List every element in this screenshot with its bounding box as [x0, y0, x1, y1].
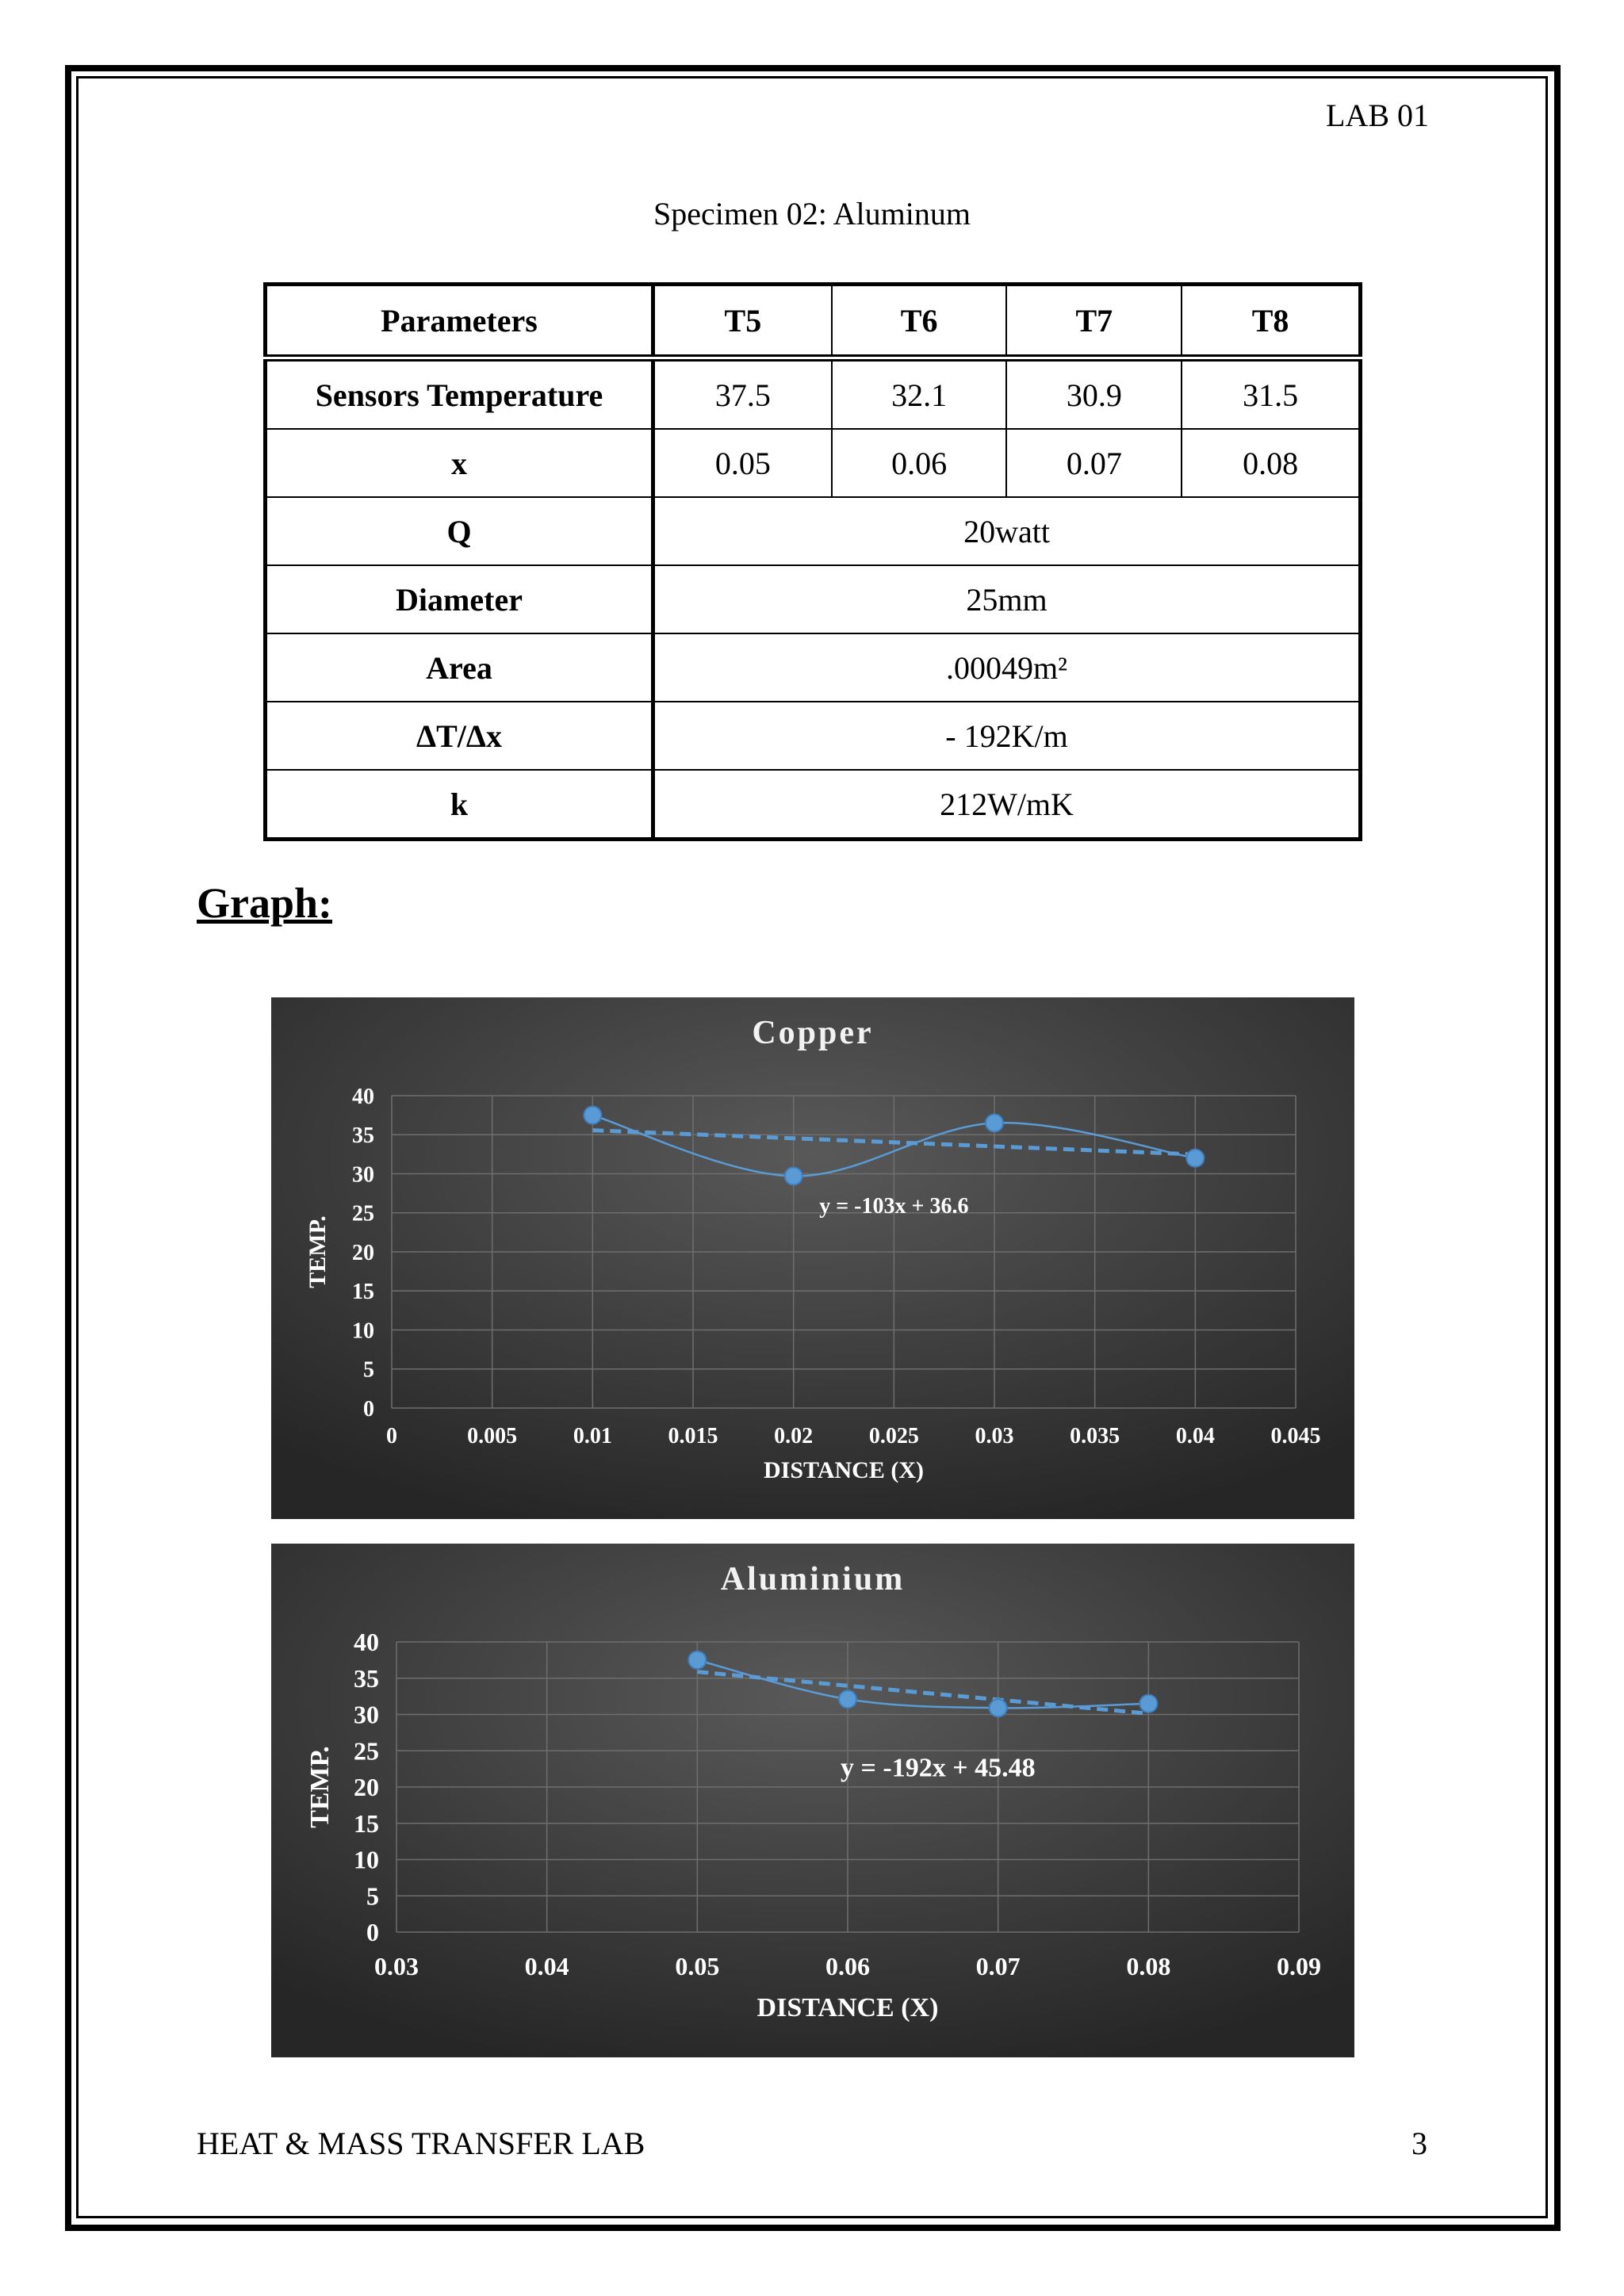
x-tick-label: 0.005 — [467, 1424, 518, 1448]
parameters-table — [263, 282, 1362, 841]
row-label: k — [266, 770, 653, 840]
data-point — [1139, 1695, 1157, 1712]
y-tick-label: 15 — [354, 1808, 379, 1838]
y-tick-label: 25 — [354, 1736, 379, 1766]
table-cell: 31.5 — [1182, 358, 1360, 430]
x-axis-label: DISTANCE (X) — [756, 1993, 939, 2022]
page-number: 3 — [1411, 2126, 1427, 2161]
table-cell: 0.08 — [1182, 429, 1360, 497]
data-point — [839, 1690, 856, 1708]
chart-title: Aluminium — [720, 1561, 906, 1598]
x-tick-label: 0.01 — [573, 1424, 612, 1448]
header-cell: T6 — [832, 285, 1007, 358]
x-tick-label: 0.08 — [1126, 1952, 1171, 1980]
table-row — [266, 497, 1361, 565]
data-point — [688, 1651, 706, 1669]
table-cell: 32.1 — [832, 358, 1007, 430]
table-row — [266, 429, 1361, 497]
table-row — [266, 358, 1361, 430]
header-cell: T5 — [653, 285, 832, 358]
table-row — [266, 770, 1361, 840]
data-point — [1186, 1150, 1204, 1167]
table-cell: - 192K/m — [653, 702, 1361, 770]
copper-chart-svg — [271, 997, 1354, 1519]
row-label: Q — [266, 497, 653, 565]
table-cell: 30.9 — [1006, 358, 1182, 430]
chart-background — [271, 1544, 1354, 2057]
x-tick-label: 0.09 — [1277, 1952, 1321, 1980]
y-tick-label: 5 — [366, 1881, 379, 1911]
x-tick-label: 0.015 — [668, 1424, 718, 1448]
row-label: Area — [266, 633, 653, 702]
table-row — [266, 565, 1361, 633]
x-tick-label: 0.04 — [1175, 1424, 1215, 1448]
data-point — [785, 1167, 802, 1184]
row-label: ΔT/Δx — [266, 702, 653, 770]
y-tick-label: 10 — [352, 1318, 374, 1344]
table-row — [266, 633, 1361, 702]
table-cell: 25mm — [653, 565, 1361, 633]
chart-title: Copper — [752, 1015, 874, 1051]
y-tick-label: 35 — [354, 1663, 379, 1693]
x-tick-label: 0.025 — [868, 1424, 919, 1448]
aluminium-chart — [271, 1544, 1354, 2057]
y-tick-label: 30 — [352, 1162, 374, 1188]
header-cell: Parameters — [266, 285, 653, 358]
row-label: x — [266, 429, 653, 497]
table-cell: 0.05 — [653, 429, 832, 497]
data-point — [584, 1107, 601, 1124]
trendline-equation: y = -103x + 36.6 — [819, 1193, 969, 1219]
y-tick-label: 5 — [363, 1357, 374, 1383]
x-tick-label: 0.04 — [524, 1952, 569, 1980]
y-tick-label: 20 — [354, 1773, 379, 1802]
x-tick-label: 0.06 — [825, 1952, 870, 1980]
y-tick-label: 0 — [363, 1396, 374, 1422]
y-tick-label: 0 — [366, 1918, 379, 1947]
x-tick-label: 0.02 — [774, 1424, 814, 1448]
y-tick-label: 25 — [352, 1201, 374, 1226]
table-row — [266, 702, 1361, 770]
header-cell: T7 — [1006, 285, 1182, 358]
header-cell: T8 — [1182, 285, 1360, 358]
specimen-title: Specimen 02: Aluminum — [653, 196, 971, 232]
lab-number: LAB 01 — [1326, 98, 1429, 133]
table-header-row — [266, 285, 1361, 358]
copper-chart — [271, 997, 1354, 1519]
footer-course-title: HEAT & MASS TRANSFER LAB — [197, 2126, 645, 2161]
graph-heading: Graph: — [197, 879, 333, 927]
x-tick-label: 0.05 — [675, 1952, 720, 1980]
table-cell: 0.06 — [832, 429, 1007, 497]
x-tick-label: 0.03 — [374, 1952, 419, 1980]
table-cell: 37.5 — [653, 358, 832, 430]
y-tick-label: 40 — [354, 1628, 379, 1657]
y-tick-label: 15 — [352, 1280, 374, 1305]
y-tick-label: 20 — [352, 1240, 374, 1265]
table-cell: 0.07 — [1006, 429, 1182, 497]
x-tick-label: 0.07 — [975, 1952, 1021, 1980]
y-tick-label: 30 — [354, 1700, 379, 1729]
row-label: Sensors Temperature — [266, 358, 653, 430]
table-cell: .00049m² — [653, 633, 1361, 702]
row-label: Diameter — [266, 565, 653, 633]
x-tick-label: 0.035 — [1070, 1424, 1120, 1448]
y-tick-label: 10 — [354, 1845, 379, 1874]
y-axis-label: TEMP. — [304, 1215, 331, 1288]
x-tick-label: 0.03 — [975, 1424, 1014, 1448]
y-tick-label: 35 — [352, 1123, 374, 1149]
x-tick-label: 0.045 — [1270, 1424, 1321, 1448]
aluminium-chart-svg — [271, 1544, 1354, 2057]
table-cell: 212W/mK — [653, 770, 1361, 840]
data-point — [990, 1699, 1007, 1716]
table-cell: 20watt — [653, 497, 1361, 565]
trendline-equation: y = -192x + 45.48 — [841, 1753, 1036, 1783]
y-axis-label: TEMP. — [305, 1746, 335, 1828]
x-axis-label: DISTANCE (X) — [764, 1457, 924, 1483]
y-tick-label: 40 — [352, 1084, 374, 1109]
x-tick-label: 0 — [386, 1424, 397, 1448]
data-point — [986, 1114, 1003, 1131]
